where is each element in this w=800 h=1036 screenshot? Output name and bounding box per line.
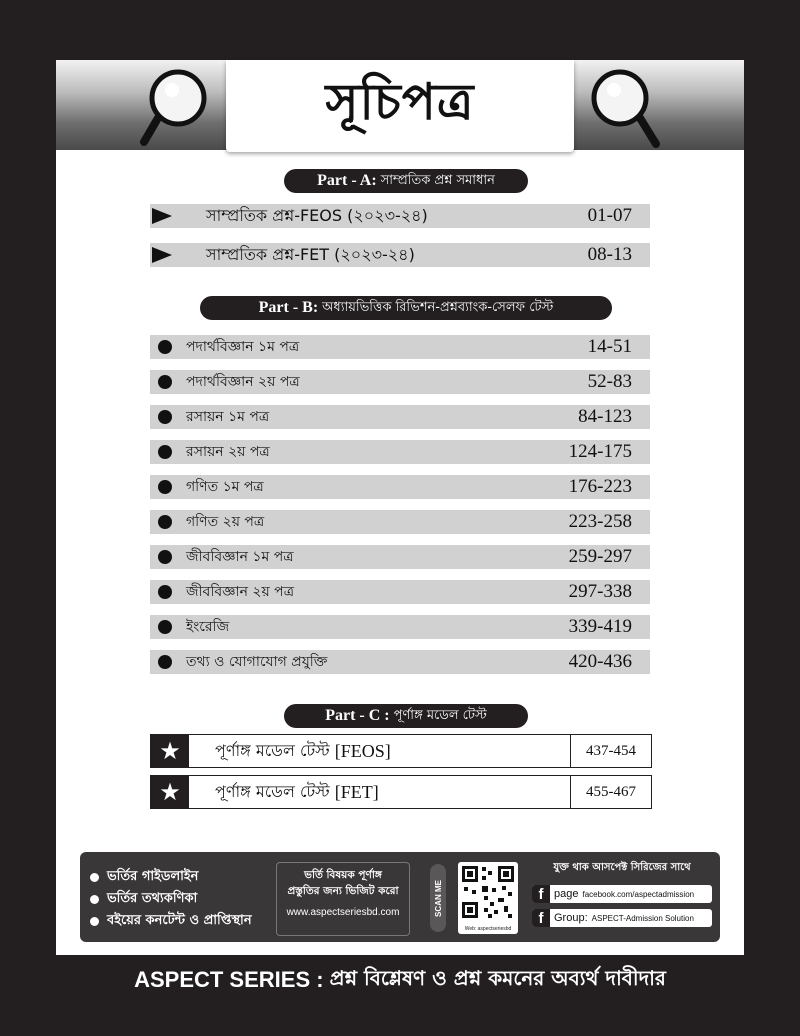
part-b-label: Part - B: <box>258 299 319 316</box>
header-band <box>56 60 744 150</box>
bullet-icon <box>158 445 172 459</box>
toc-row-label: ইংরেজি <box>186 619 230 635</box>
toc-row[interactable] <box>150 243 650 267</box>
part-c-label: Part - C : <box>325 707 390 724</box>
toc-row-pages: 176-223 <box>568 476 632 497</box>
arrow-icon <box>152 247 172 263</box>
toc-row-label: জীববিজ্ঞান ১ম পত্র <box>186 549 294 565</box>
website-link[interactable]: www.aspectseriesbd.com <box>286 907 400 918</box>
model-test-row[interactable] <box>150 775 652 809</box>
social-heading: যুক্ত থাক আসপেক্ট সিরিজের সাথে <box>553 862 691 873</box>
model-test-label: পূর্ণাঙ্গ মডেল টেস্ট <box>215 740 330 760</box>
part-a-label: Part - A: <box>317 172 377 189</box>
bullet-icon <box>158 515 172 529</box>
toc-row-label: গণিত ১ম পত্র <box>186 479 264 495</box>
part-b-subtitle: অধ্যায়ভিত্তিক রিভিশন-প্রশ্নব্যাংক-সেলফ টেস্ট <box>322 299 554 315</box>
part-c-heading <box>284 704 528 728</box>
facebook-group-link[interactable]: f Group: ASPECT-Admission Solution <box>532 909 712 927</box>
toc-row[interactable] <box>150 405 650 429</box>
bullet-icon <box>158 550 172 564</box>
toc-row-label: তথ্য ও যোগাযোগ প্রযুক্তি <box>186 654 328 670</box>
model-test-tag: [FEOS] <box>334 740 391 761</box>
model-test-row[interactable] <box>150 734 652 768</box>
magnifier-icon <box>138 62 228 152</box>
tagline <box>0 962 800 998</box>
toc-row-pages: 01-07 <box>587 205 632 226</box>
star-icon: ★ <box>151 776 189 808</box>
part-a-subtitle: সাম্প্রতিক প্রশ্ন সমাধান <box>380 172 495 188</box>
bullet-icon <box>158 410 172 424</box>
bullet-icon <box>158 655 172 669</box>
toc-row[interactable] <box>150 545 650 569</box>
model-test-pages: 455-467 <box>570 776 651 808</box>
toc-row[interactable] <box>150 440 650 464</box>
bullet-icon <box>158 620 172 634</box>
toc-row[interactable] <box>150 615 650 639</box>
part-c-subtitle: পূর্ণাঙ্গ মডেল টেস্ট <box>393 707 487 723</box>
toc-row-label: পদার্থবিজ্ঞান ১ম পত্র <box>186 339 300 355</box>
toc-row-pages: 124-175 <box>568 441 632 462</box>
facebook-icon: f <box>532 885 550 903</box>
qr-code-icon <box>458 862 518 922</box>
star-icon: ★ <box>151 735 189 767</box>
bullet-icon <box>90 895 99 904</box>
visit-line-2: প্রস্তুতির জন্য ভিজিট করো <box>287 885 399 897</box>
toc-row-pages: 297-338 <box>568 581 632 602</box>
index-page <box>56 60 744 955</box>
qr-caption: Web: aspectseriesbd <box>464 926 512 932</box>
list-item: ভর্তির তথ্যকণিকা <box>90 888 252 910</box>
bullet-icon <box>158 375 172 389</box>
toc-row[interactable] <box>150 580 650 604</box>
social-links <box>532 860 712 933</box>
facebook-icon: f <box>532 909 550 927</box>
visit-line-1: ভর্তি বিষয়ক পূর্ণাঙ্গ <box>304 869 382 881</box>
model-test-label: পূর্ণাঙ্গ মডেল টেস্ট <box>215 781 330 801</box>
facebook-page-link[interactable]: f page facebook.com/aspectadmission <box>532 885 712 903</box>
bullet-icon <box>158 585 172 599</box>
part-b-heading <box>200 296 612 320</box>
model-test-pages: 437-454 <box>570 735 651 767</box>
model-test-tag: [FET] <box>334 781 379 802</box>
toc-row[interactable] <box>150 650 650 674</box>
visit-box <box>276 862 410 936</box>
toc-row-pages: 223-258 <box>568 511 632 532</box>
qr-code[interactable] <box>458 862 518 934</box>
toc-row-label: রসায়ন ১ম পত্র <box>186 409 270 425</box>
toc-row-label: গণিত ২য় পত্র <box>186 514 265 530</box>
toc-row-label: সাম্প্রতিক প্রশ্ন-FEOS (২০২৩-২৪) <box>206 205 428 225</box>
tagline-brand: ASPECT SERIES : <box>134 967 324 992</box>
toc-row-label: রসায়ন ২য় পত্র <box>186 444 270 460</box>
toc-row-pages: 14-51 <box>587 336 632 357</box>
title-box <box>226 60 574 152</box>
scan-me-badge: SCAN ME <box>430 864 446 932</box>
toc-row-pages: 339-419 <box>568 616 632 637</box>
toc-row-pages: 08-13 <box>587 244 632 265</box>
feature-list <box>90 866 252 932</box>
info-panel <box>80 852 720 942</box>
list-item: বইয়ের কনটেন্ট ও প্রাপ্তিস্থান <box>90 910 252 932</box>
toc-row[interactable] <box>150 510 650 534</box>
bullet-icon <box>158 480 172 494</box>
toc-row-label: পদার্থবিজ্ঞান ২য় পত্র <box>186 374 300 390</box>
toc-row[interactable] <box>150 370 650 394</box>
bullet-icon <box>158 340 172 354</box>
toc-row[interactable] <box>150 335 650 359</box>
tagline-text: প্রশ্ন বিশ্লেষণ ও প্রশ্ন কমনের অব্যর্থ দাবীদার <box>329 965 666 990</box>
toc-row[interactable] <box>150 475 650 499</box>
toc-row[interactable] <box>150 204 650 228</box>
toc-row-pages: 84-123 <box>578 406 632 427</box>
page-title: সূচিপত্র <box>325 72 475 131</box>
toc-row-pages: 259-297 <box>568 546 632 567</box>
bullet-icon <box>90 873 99 882</box>
toc-row-label: জীববিজ্ঞান ২য় পত্র <box>186 584 294 600</box>
bullet-icon <box>90 917 99 926</box>
arrow-icon <box>152 208 172 224</box>
toc-row-pages: 52-83 <box>587 371 632 392</box>
magnifier-icon <box>576 62 666 152</box>
list-item: ভর্তির গাইডলাইন <box>90 866 252 888</box>
toc-row-label: সাম্প্রতিক প্রশ্ন-FET (২০২৩-২৪) <box>206 244 415 264</box>
toc-row-pages: 420-436 <box>568 651 632 672</box>
part-a-heading <box>284 169 528 193</box>
